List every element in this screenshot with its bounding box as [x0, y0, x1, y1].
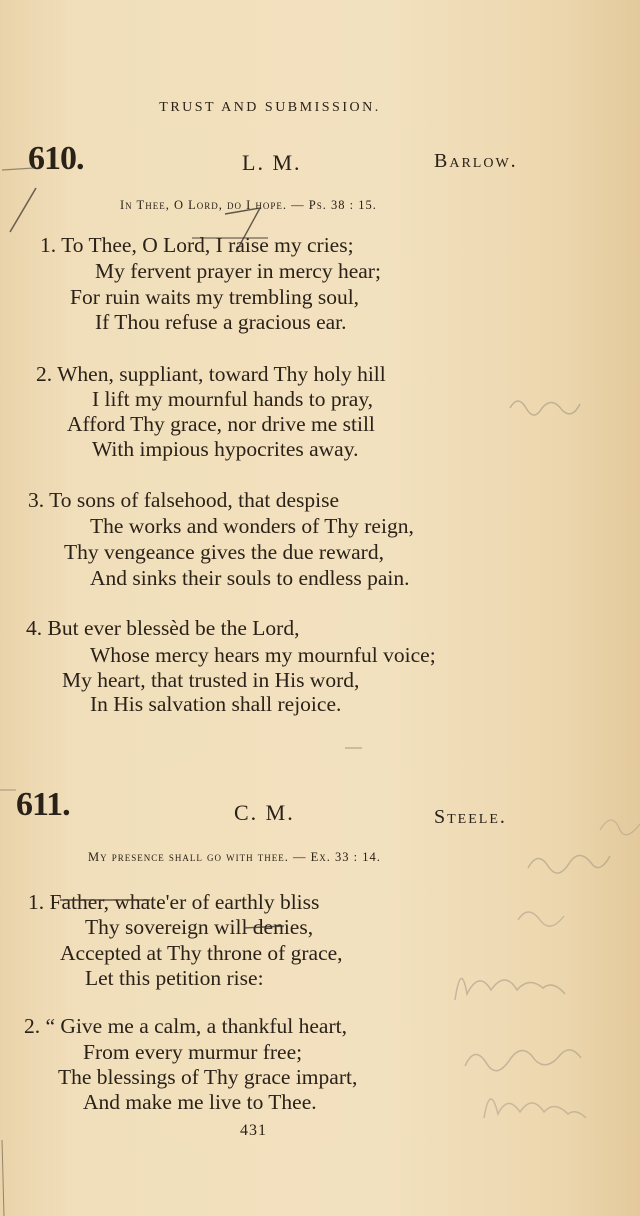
- verse-line: 2. When, suppliant, toward Thy holy hill: [36, 362, 386, 386]
- verse-line: Thy sovereign will denies,: [85, 915, 314, 939]
- verse-line: The blessings of Thy grace impart,: [58, 1065, 358, 1089]
- scripture-reference: In Thee, O Lord, do I hope. — Ps. 38 : 15.: [120, 198, 377, 212]
- verse-line: Whose mercy hears my mournful voice;: [90, 643, 436, 667]
- verse-line: 3. To sons of falsehood, that despise: [28, 488, 340, 512]
- verse-line: Accepted at Thy throne of grace,: [60, 941, 343, 965]
- verse-line: And sinks their souls to endless pain.: [90, 566, 410, 590]
- running-head: TRUST AND SUBMISSION.: [159, 100, 381, 115]
- verse-line: In His salvation shall rejoice.: [90, 692, 342, 716]
- verse-line: Thy vengeance gives the due reward,: [64, 540, 384, 564]
- verse-line: 4. But ever blessèd be the Lord,: [26, 616, 300, 640]
- verse-line: If Thou refuse a gracious ear.: [95, 310, 347, 334]
- verse-line: My fervent prayer in mercy hear;: [95, 259, 381, 283]
- verse-line: From every murmur free;: [83, 1040, 303, 1064]
- verse-line: Let this petition rise:: [85, 966, 264, 990]
- page-number: 431: [240, 1122, 267, 1139]
- verse-line: Afford Thy grace, nor drive me still: [67, 412, 375, 436]
- verse-line: 1. Father, whate'er of earthly bliss: [28, 890, 320, 914]
- verse-line: My heart, that trusted in His word,: [62, 668, 360, 692]
- verse-line: For ruin waits my trembling soul,: [70, 285, 360, 309]
- verse-line: With impious hypocrites away.: [92, 437, 359, 461]
- verse-line: And make me live to Thee.: [83, 1090, 317, 1114]
- verse-line: The works and wonders of Thy reign,: [90, 514, 414, 538]
- verse-line: I lift my mournful hands to pray,: [92, 387, 374, 411]
- hymn-author: Steele.: [434, 806, 507, 828]
- hymn-meter: C. M.: [234, 800, 295, 825]
- hymn-number: 611.: [16, 786, 70, 823]
- verse-line: 1. To Thee, O Lord, I raise my cries;: [40, 233, 354, 257]
- verse-line: 2. “ Give me a calm, a thankful heart,: [24, 1014, 347, 1038]
- hymn-meter: L. M.: [242, 150, 302, 175]
- hymn-author: Barlow.: [434, 150, 518, 172]
- hymn-number: 610.: [28, 140, 84, 177]
- scripture-reference: My presence shall go with thee. — Ex. 33 : 14.: [88, 850, 381, 864]
